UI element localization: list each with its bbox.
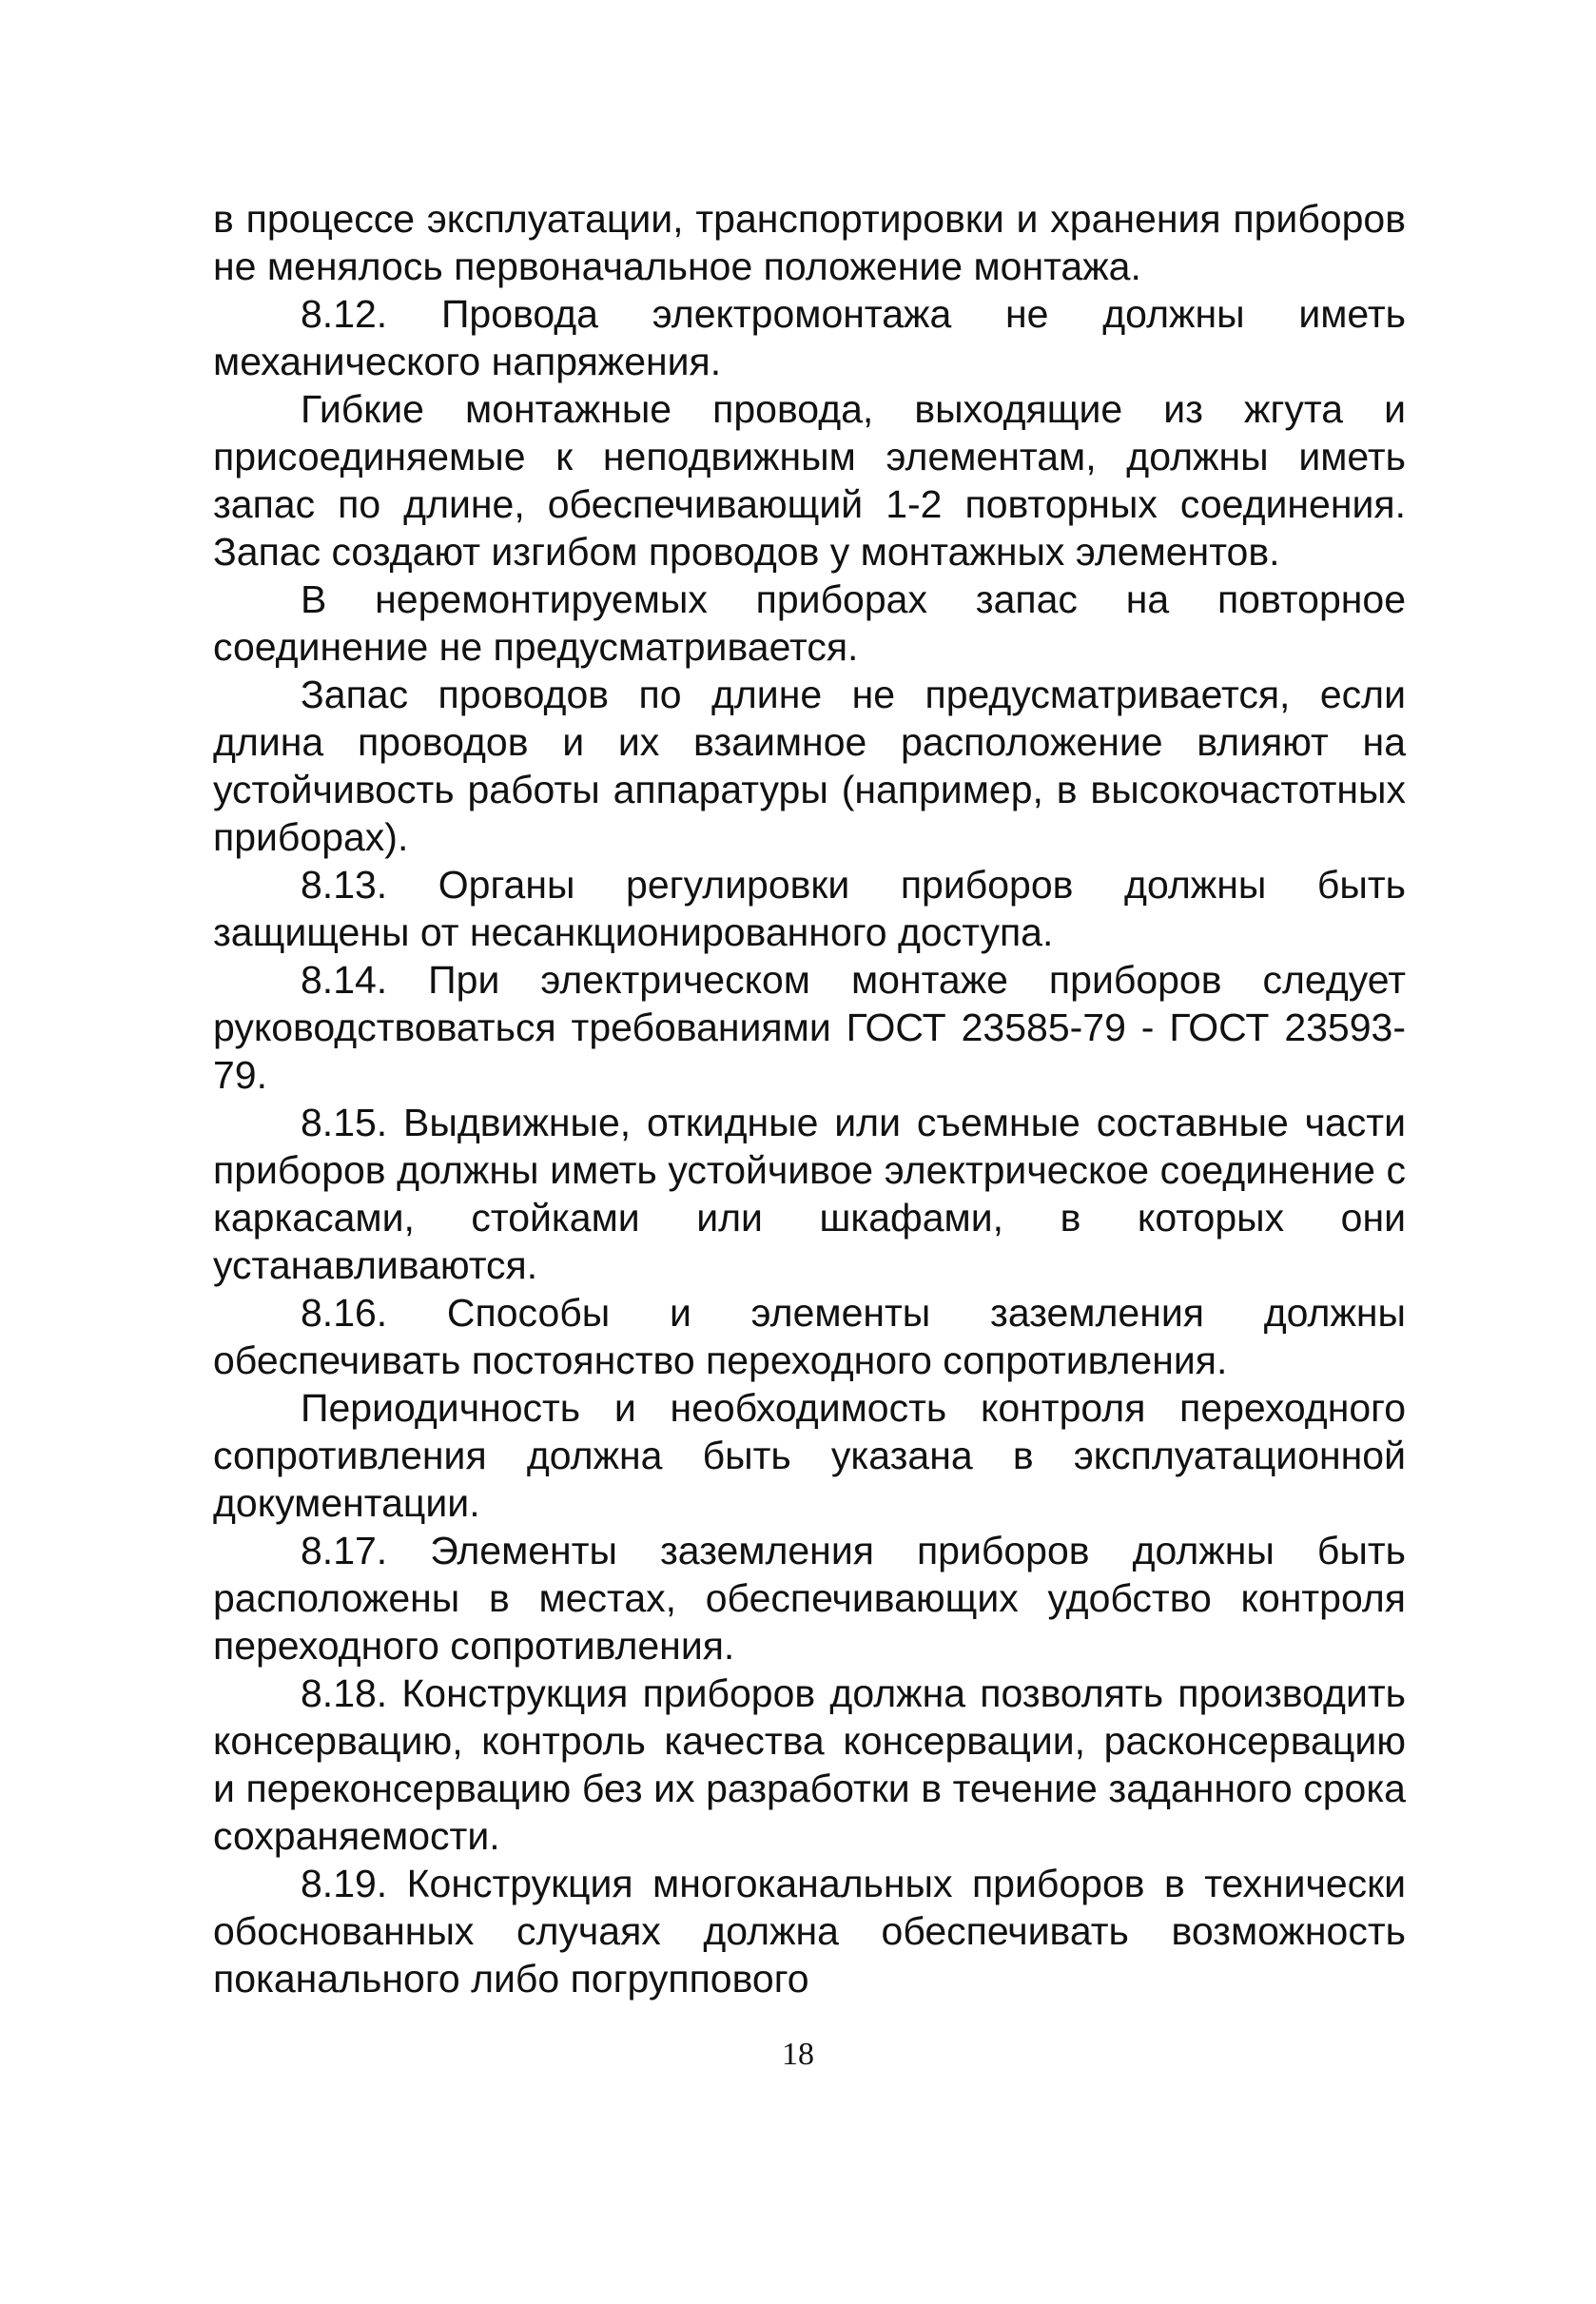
paragraph-continuation: в процессе эксплуатации, транспортировки и хранения приборов не менялось первоначальное положение монтажа.: [213, 197, 1406, 288]
body-text: [213, 195, 1406, 2002]
paragraph-8-16: 8.16. Способы и элементы заземления должны обеспечивать постоянство переходного сопротивления.: [213, 1291, 1406, 1382]
paragraph-8-18: 8.18. Конструкция приборов должна позволять производить консервацию, контроль качества консервации, расконсервацию и переконсервацию без их разработки в течение заданного срока сохраняемости.: [213, 1671, 1406, 1858]
paragraph-wire-reserve: Запас проводов по длине не предусматривается, если длина проводов и их взаимное расположение влияют на устойчивость работы аппаратуры (например, в высокочастотных приборах).: [213, 673, 1406, 859]
paragraph-periodicity: Периодичность и необходимость контроля переходного сопротивления должна быть указана в эксплуатационной документации.: [213, 1386, 1406, 1525]
paragraph-8-19: 8.19. Конструкция многоканальных приборов в технически обоснованных случаях должна обеспечивать возможность поканального либо погруппового: [213, 1862, 1406, 2001]
paragraph-8-14: 8.14. При электрическом монтаже приборов следует руководствоваться требованиями ГОСТ 23585-79 - ГОСТ 23593-79.: [213, 958, 1406, 1097]
paragraph-flexible-wires: Гибкие монтажные провода, выходящие из жгута и присоединяемые к неподвижным элементам, должны иметь запас по длине, обеспечивающий 1-2 повторных соединения. Запас создают изгибом проводов у монтажных элементов.: [213, 387, 1406, 574]
paragraph-8-13: 8.13. Органы регулировки приборов должны быть защищены от несанкционированного доступа.: [213, 863, 1406, 954]
paragraph-non-repairable: В неремонтируемых приборах запас на повторное соединение не предусматривается.: [213, 577, 1406, 669]
paragraph-8-12: 8.12. Провода электромонтажа не должны иметь механического напряжения.: [213, 292, 1406, 383]
paragraph-8-17: 8.17. Элементы заземления приборов должны быть расположены в местах, обеспечивающих удобство контроля переходного сопротивления.: [213, 1529, 1406, 1668]
page-number: 18: [782, 2037, 814, 2072]
paragraph-8-15: 8.15. Выдвижные, откидные или съемные составные части приборов должны иметь устойчивое электрическое соединение с каркасами, стойками или шкафами, в которых они устанавливаются.: [213, 1101, 1406, 1287]
